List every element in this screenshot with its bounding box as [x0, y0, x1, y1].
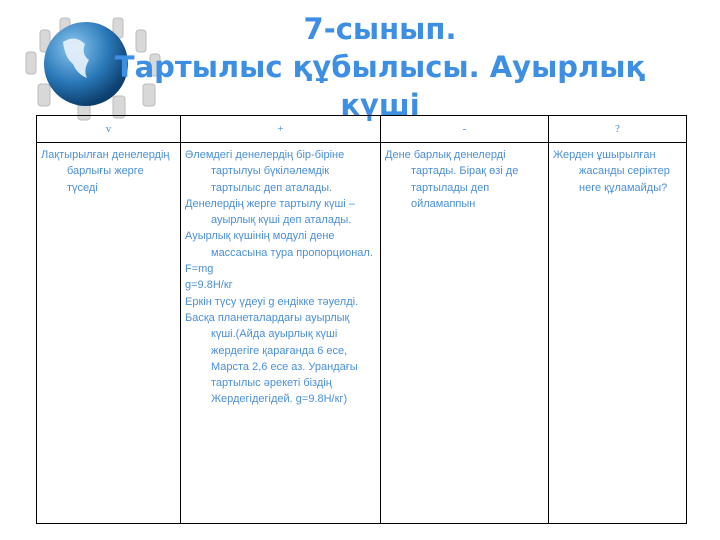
header-minus: - [381, 116, 549, 143]
cell-text: Басқа планеталардағы ауырлық күші.(Айда ауырлық күші жердегіге қарағанда 6 есе, Марста 2,6 есе аз. Урандағы тартылыс әрекеті біздің Жердегідегідей. g=9.8Н/кг) [185, 311, 358, 406]
header-question: ? [549, 116, 687, 143]
cell-plus [181, 143, 381, 524]
slide-title [60, 10, 700, 124]
cell-text: Еркін түсу үдеуі g ендікке тәуелді. [185, 295, 359, 308]
header-plus: + [181, 116, 381, 143]
cell-text: Дене барлық денелерді тартады. Бірақ өзі де тартылады деп ойламаппын [385, 149, 519, 210]
cell-minus [381, 143, 549, 524]
vplus-minus-question-table [36, 115, 687, 524]
header-v: v [37, 116, 181, 143]
cell-text: Денелердің жерге тартылу күші – ауырлық күші деп аталады. [185, 197, 355, 227]
title-line-2: Тартылыс құбылысы. Ауырлық [114, 50, 646, 84]
cell-text: Ауырлық күшінің модулі дене массасына тура пропорционал. [185, 230, 373, 259]
cell-question [549, 143, 687, 524]
title-line-1: 7-сынып. [303, 12, 457, 46]
cell-text: Лақтырылған денелердің барлығы жерге түседі [41, 149, 170, 194]
cell-text: g=9.8Н/кг [185, 279, 233, 292]
table-row [37, 143, 687, 524]
cell-text: F=mg [185, 263, 214, 276]
header-row [37, 116, 687, 143]
cell-v [37, 143, 181, 524]
cell-text: Әлемдегі денелердің бір-біріне тартылуы бүкіләлемдік тартылыс деп аталады. [185, 149, 345, 194]
title-line-3: күші [340, 88, 420, 122]
cell-text: Жерден ұшырылған жасанды серіктер неге құламайды? [553, 149, 670, 194]
